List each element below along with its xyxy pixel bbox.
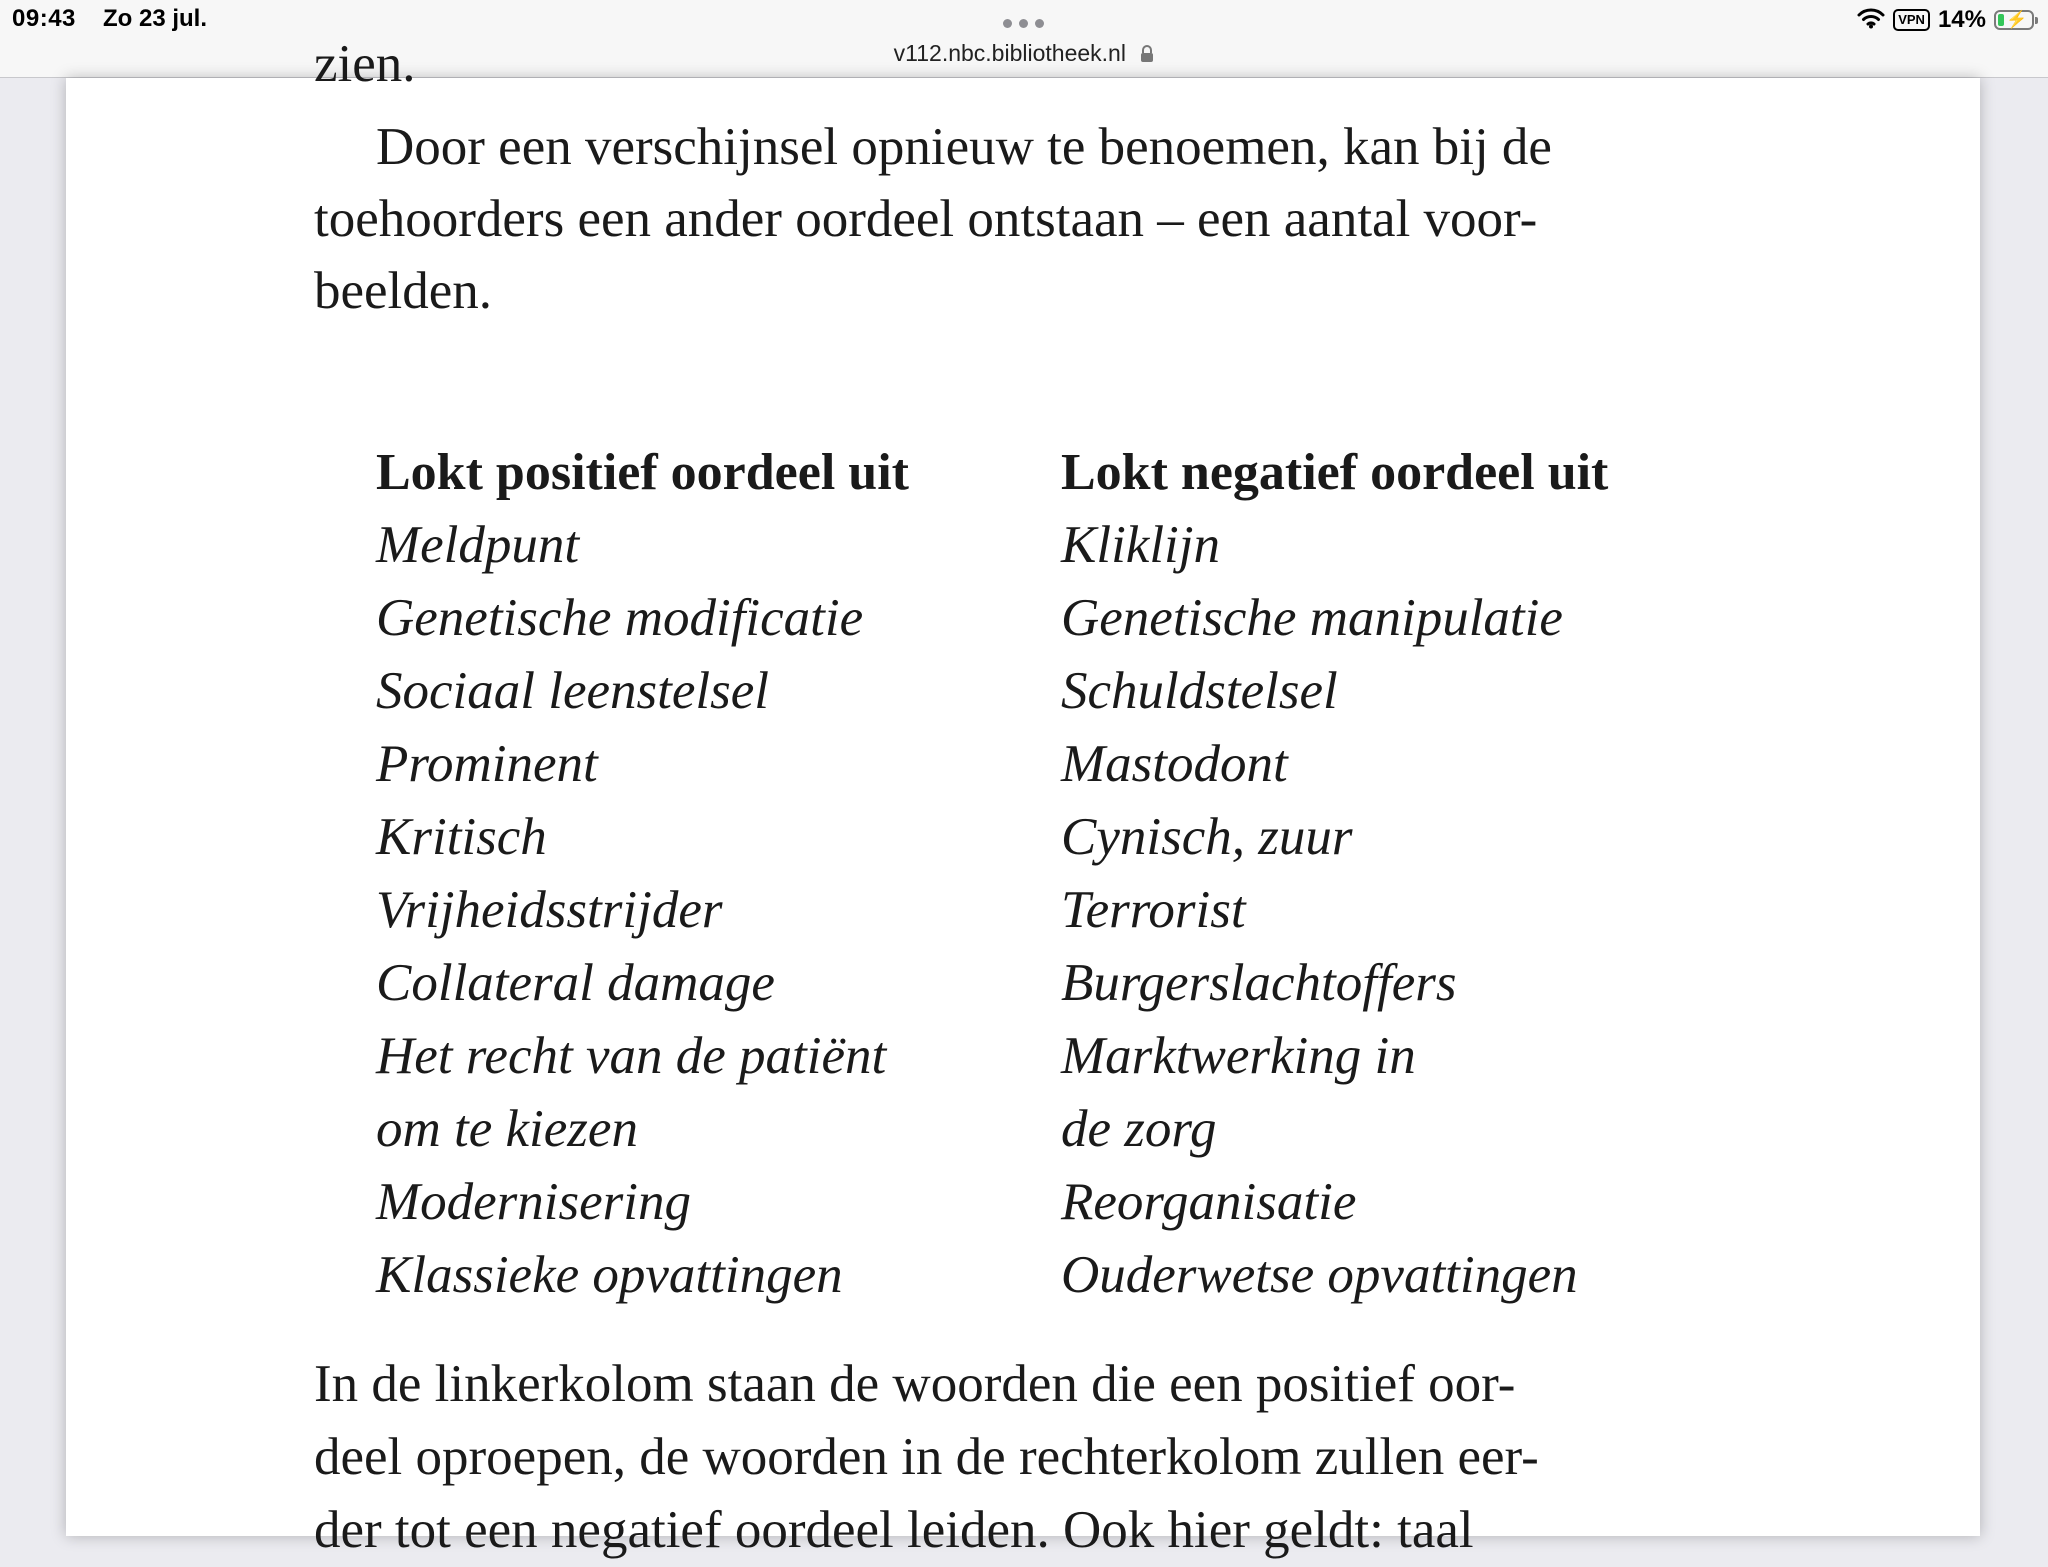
status-bar — [0, 0, 2048, 78]
battery-charging-icon: ⚡ — [1994, 10, 2034, 30]
left-column-item: Collateral damage — [376, 954, 775, 1012]
dot-icon — [1003, 19, 1012, 28]
right-column-item: Burgerslachtoffers — [1061, 954, 1457, 1012]
left-column-item: Modernisering — [376, 1173, 692, 1231]
left-column-item: Meldpunt — [376, 516, 580, 574]
right-column-item: Genetische manipulatie — [1061, 589, 1563, 647]
paragraph-1-line-3: beelden. — [314, 262, 493, 320]
dot-icon — [1019, 19, 1028, 28]
right-column-item: Kliklijn — [1061, 516, 1220, 574]
right-column-heading: Lokt negatief oordeel uit — [1061, 444, 1609, 501]
right-column-item: de zorg — [1061, 1100, 1217, 1158]
right-column-item: Ouderwetse opvattingen — [1061, 1246, 1578, 1304]
left-column-heading: Lokt positief oordeel uit — [376, 444, 909, 501]
right-column-item: Reorganisatie — [1061, 1173, 1357, 1231]
url-text: v112.nbc.bibliotheek.nl — [893, 40, 1126, 66]
left-column-item: Prominent — [376, 735, 598, 793]
right-column-item: Cynisch, zuur — [1061, 808, 1353, 866]
left-column-item: Sociaal leenstelsel — [376, 662, 769, 720]
paragraph-2-line-1: In de linkerkolom staan de woorden die een positief oor- — [314, 1355, 1516, 1413]
vpn-badge: VPN — [1893, 9, 1930, 31]
paragraph-1-line-1: Door een verschijnsel opnieuw te benoemen, kan bij de — [376, 118, 1552, 176]
right-column-item: Schuldstelsel — [1061, 662, 1338, 720]
left-column-item: Klassieke opvattingen — [376, 1246, 843, 1304]
paragraph-2-line-2: deel oproepen, de woorden in de rechterkolom zullen eer- — [314, 1428, 1539, 1486]
previous-paragraph-tail: zien. — [314, 35, 416, 93]
left-column-item: Genetische modificatie — [376, 589, 864, 647]
multitasking-dots[interactable] — [998, 8, 1048, 38]
status-indicators — [1857, 4, 2034, 36]
left-column-item: Vrijheidsstrijder — [376, 881, 723, 939]
wifi-icon — [1857, 7, 1885, 34]
paragraph-1-line-2: toehoorders een ander oordeel ontstaan – een aantal voor- — [314, 190, 1538, 248]
paragraph-2-line-3: der tot een negatief oordeel leiden. Ook hier geldt: taal — [314, 1501, 1474, 1559]
left-column-item: om te kiezen — [376, 1100, 638, 1158]
address-bar[interactable] — [0, 40, 2048, 69]
right-column-item: Terrorist — [1061, 881, 1246, 939]
right-column-item: Mastodont — [1061, 735, 1288, 793]
dot-icon — [1035, 19, 1044, 28]
right-column-item: Marktwerking in — [1061, 1027, 1416, 1085]
lock-icon — [1140, 42, 1154, 69]
left-column-item: Kritisch — [376, 808, 547, 866]
battery-percentage: 14% — [1937, 6, 1986, 33]
status-date: Zo 23 jul. — [103, 5, 208, 32]
status-time: 09:43 — [12, 5, 76, 32]
left-column-item: Het recht van de patiënt — [376, 1027, 887, 1085]
